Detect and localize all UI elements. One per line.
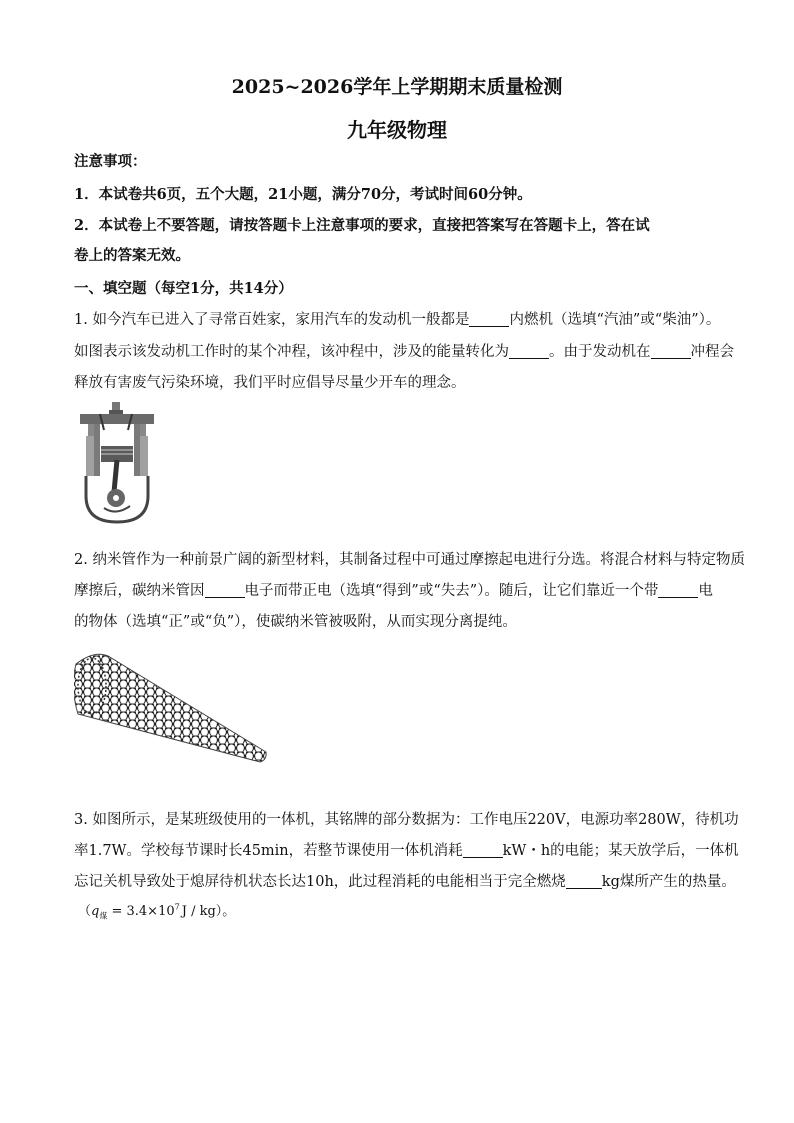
answer-blank[interactable]: [658, 583, 698, 599]
q1-text-b: 内燃机（选填“汽油”或“柴油”）。: [509, 312, 721, 328]
carbon-nanotube-image: [74, 648, 269, 768]
q2-line1: 2. 纳米管作为一种前景广阔的新型材料，其制备过程中可通过摩擦起电进行分选。将混合材料与特定物质: [74, 552, 745, 568]
q3-line2: [74, 839, 739, 860]
formula-unit: J / kg: [181, 904, 216, 919]
q1-text-e: 冲程会: [690, 344, 734, 360]
answer-blank[interactable]: [469, 312, 509, 328]
coal-heat-value-formula: [78, 900, 235, 922]
q1-line1: [74, 308, 720, 329]
formula-subscript: 煤: [99, 911, 108, 921]
q3-text-a: 率1.7W。学校每节课时长45min，若整节课使用一体机消耗: [74, 843, 463, 859]
notice-item-1: 1．本试卷共6页，五个大题，21小题，满分70分，考试时间60分钟。: [74, 186, 532, 203]
notice-item-2-line1: 2．本试卷上不要答题，请按答题卡上注意事项的要求，直接把答案写在答题卡上，答在试: [74, 217, 650, 234]
exam-subject: 九年级物理: [347, 118, 447, 142]
answer-blank[interactable]: [651, 344, 691, 360]
answer-blank[interactable]: [205, 583, 245, 599]
q2-text-a: 摩擦后，碳纳米管因: [74, 583, 205, 599]
formula-equals: = 3.4×10: [107, 904, 175, 919]
engine-stroke-diagram: [74, 400, 160, 528]
q1-line3: 释放有害废气污染环境，我们平时应倡导尽量少开车的理念。: [74, 375, 466, 391]
exam-title: 2025~2026学年上学期期末质量检测: [231, 76, 563, 98]
q1-line2: [74, 340, 734, 361]
answer-blank[interactable]: [566, 874, 602, 890]
q3-line3: [74, 870, 736, 891]
q2-text-c: 电: [698, 583, 713, 599]
q3-text-c: 忘记关机导致处于熄屏待机状态长达10h，此过程消耗的电能相当于完全燃烧: [74, 874, 566, 890]
q1-text-c: 如图表示该发动机工作时的某个冲程，该冲程中，涉及的能量转化为: [74, 344, 509, 360]
q3-text-b: kW・h的电能；某天放学后，一体机: [502, 843, 739, 859]
formula-open: （: [78, 904, 92, 919]
formula-close: ）。: [215, 904, 236, 919]
notice-heading: 注意事项：: [74, 153, 147, 170]
formula-exponent: 7: [174, 902, 180, 912]
answer-blank[interactable]: [509, 344, 549, 360]
answer-blank[interactable]: [463, 843, 503, 859]
formula-q: q: [91, 904, 100, 919]
notice-item-2-line2: 卷上的答案无效。: [74, 247, 190, 264]
q2-text-b: 电子而带正电（选填“得到”或“失去”）。随后，让它们靠近一个带: [244, 583, 659, 599]
q2-line2: [74, 579, 713, 600]
q1-text-a: 1. 如今汽车已进入了寻常百姓家，家用汽车的发动机一般都是: [74, 312, 470, 328]
q1-text-d: 。由于发动机在: [549, 344, 651, 360]
section-1-heading: 一、填空题（每空1分，共14分）: [74, 280, 293, 297]
q3-line1: 3. 如图所示，是某班级使用的一体机，其铭牌的部分数据为：工作电压220V，电源功率280W，待机功: [74, 812, 739, 828]
q3-text-d: kg煤所产生的热量。: [601, 874, 736, 890]
q2-line3: 的物体（选填“正”或“负”），使碳纳米管被吸附，从而实现分离提纯。: [74, 614, 517, 630]
